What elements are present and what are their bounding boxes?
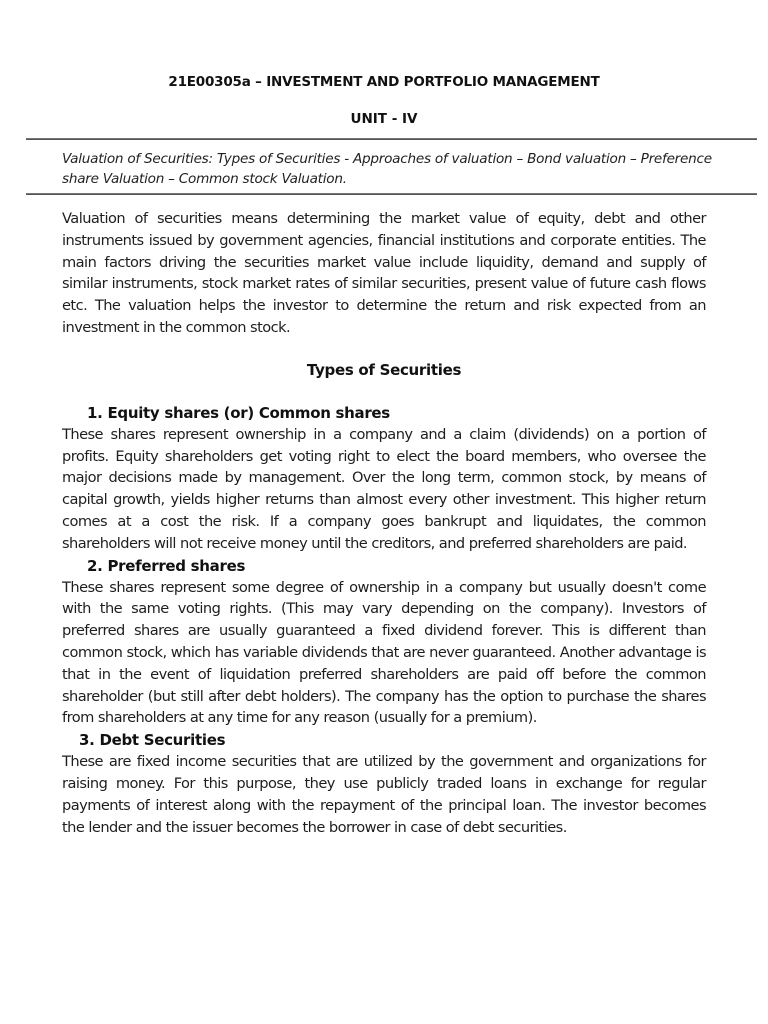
item-heading-debt-securities: 3. Debt Securities xyxy=(79,731,226,750)
syllabus-summary: Valuation of Securities: Types of Securities - Approaches of valuation – Bond valuation – Preference share Valuation – Common stock Valuation. xyxy=(62,151,712,187)
divider-top xyxy=(26,138,757,140)
course-title: 21E00305a – INVESTMENT AND PORTFOLIO MANAGEMENT xyxy=(168,74,600,90)
item-body-equity-shares: These shares represent ownership in a company and a claim (dividends) on a portion of profits. Equity shareholders get voting right to elect the board members, who oversee the major decisions made by management. Over the long term, common stock, by means of capital growth, yields higher returns than almost every other investment. This higher return comes at a cost the risk. If a company goes bankrupt and liquidates, the common shareholders will not receive money until the creditors, and preferred shareholders are paid. xyxy=(62,425,706,552)
item-heading-preferred-shares: 2. Preferred shares xyxy=(87,556,246,575)
divider-bottom xyxy=(26,193,757,195)
item-body-debt-securities: These are fixed income securities that are utilized by the government and organizations for raising money. For this purpose, they use publicly traded loans in exchange for regular payments of interest along with the repayment of the principal loan. The investor becomes the lender and the issuer becomes the borrower in case of debt securities. xyxy=(62,753,706,836)
intro-paragraph: Valuation of securities means determining the market value of equity, debt and other instruments issued by government agencies, financial institutions and corporate entities. The main factors driving the securities market value include liquidity, demand and supply of similar instruments, stock market rates of similar securities, present value of future cash flows etc. The valuation helps the investor to determine the return and risk expected from an investment in the common stock. xyxy=(62,210,706,336)
document-body xyxy=(62,208,706,838)
unit-title: UNIT - IV xyxy=(350,111,418,127)
section-heading: Types of Securities xyxy=(306,360,462,379)
item-heading-equity-shares: 1. Equity shares (or) Common shares xyxy=(87,403,390,422)
item-body-preferred-shares: These shares represent some degree of ownership in a company but usually doesn't come with the same voting rights. (This may vary depending on the company). Investors of preferred shares are usually guaranteed a fixed dividend forever. This is different than common stock, which has variable dividends that are never guaranteed. Another advantage is that in the event of liquidation preferred shareholders are paid off before the common shareholder (but still after debt holders). The company has the option to purchase the shares from shareholders at any time for any reason (usually for a premium). xyxy=(62,578,706,727)
